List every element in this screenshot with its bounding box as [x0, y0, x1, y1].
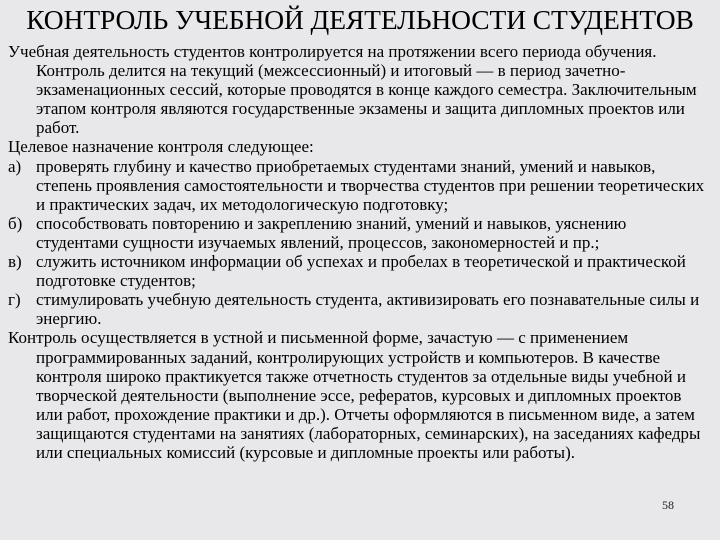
- list-marker: в): [8, 252, 22, 272]
- slide-title: КОНТРОЛЬ УЧЕБНОЙ ДЕЯТЕЛЬНОСТИ СТУДЕНТОВ: [26, 4, 694, 35]
- page-number: 58: [662, 498, 674, 512]
- list-marker: а): [8, 156, 22, 176]
- list-item-text: способствовать повторению и закреплению знаний, умений и навыков, уяснению студентами сущности изучаемых явлений, процессов, закономерностей и пр.;: [36, 213, 627, 252]
- list-item: [8, 252, 708, 290]
- list-item-text: проверять глубину и качество приобретаемых студентами знаний, умений и навыков, степень проявления самостоятельности и творчества студентов при решении теоретических и практических задач, их методологическую подготовку;: [36, 156, 705, 214]
- conclusion-paragraph: Контроль осуществляется в устной и письменной форме, зачастую — с применением программированных заданий, контролирующих устройств и компьютеров. В качестве контроля широко практикуется также отчетность студентов за отдельные виды учебной и творческой деятельности (выполнение эссе, рефератов, курсовых и дипломных проектов или работ, прохождение практики и др.). Отчеты оформляются в письменном виде, а затем защищаются студентами на занятиях (лабораторных, семинарских), на заседаниях кафедры или специальных комиссий (курсовые и дипломные проекты или работы).: [8, 328, 701, 462]
- list-item: [8, 290, 708, 328]
- list-item-text: стимулировать учебную деятельность студента, активизировать его познавательные силы и энергию.: [36, 290, 700, 329]
- list-item: [8, 157, 708, 214]
- purpose-heading: Целевое назначение контроля следующее:: [8, 137, 314, 157]
- list-marker: б): [8, 213, 23, 233]
- intro-paragraph: Учебная деятельность студентов контролируется на протяжении всего периода обучения. Контроль делится на текущий (межсессионный) и итоговый — в период зачетно-экзаменационных сессий, которые проводятся в конце каждого семестра. Заключительным этапом контроля являются государственные экзамены и защита дипломных проектов или работ.: [8, 42, 697, 138]
- list-item: [8, 214, 708, 252]
- list-item-text: служить источником информации об успехах и пробелах в теоретической и практической подготовке студентов;: [36, 252, 686, 291]
- slide-body: [8, 42, 708, 462]
- list-marker: г): [8, 290, 21, 310]
